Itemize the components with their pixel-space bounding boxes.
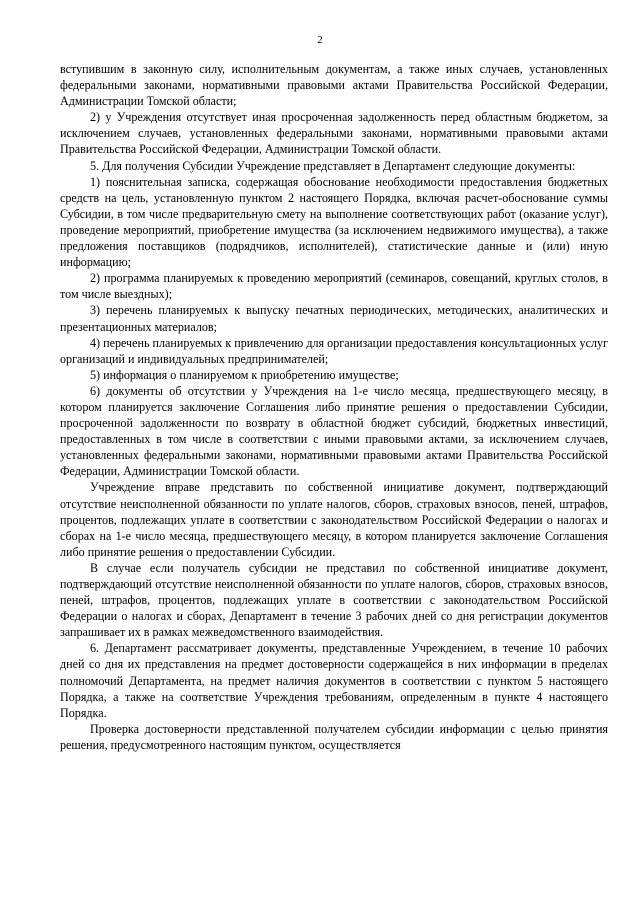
paragraph-clause-6: 6. Департамент рассматривает документы, представленные Учреждением, в течение 10 рабочих дней со дня их представления на предмет достоверности содержащейся в них информации в пределах полномочий Департамента, на предмет наличия документов в соответствии с пунктом 5 настоящего Порядка, а также на соответствие Учреждения требованиям, определенным в пункте 4 настоящего Порядка. bbox=[60, 641, 608, 720]
paragraph-item-2-debt: 2) у Учреждения отсутствует иная просроченная задолженность перед областным бюджетом, за исключением случаев, установленных федеральными законами, нормативными правовыми актами Правительства Российской Федерации, Администрации Томской области. bbox=[60, 110, 608, 157]
paragraph-item-3-publications: 3) перечень планируемых к выпуску печатных периодических, методических, аналитических и презентационных материалов; bbox=[60, 303, 608, 334]
paragraph-tax-document-right: Учреждение вправе представить по собственной инициативе документ, подтверждающий отсутствие неисполненной обязанности по уплате налогов, сборов, страховых взносов, пеней, штрафов, процентов, подлежащих уплате в соответствии с законодательством Российской Федерации о налогах и сборах на 1-е число месяца, предшествующего месяцу, в котором планируется заключение Соглашения либо принятие решения о предоставлении Субсидии. bbox=[60, 480, 608, 559]
paragraph-item-1-explanatory-note: 1) пояснительная записка, содержащая обоснование необходимости предоставления бюджетных средств на цель, установленную пунктом 2 настоящего Порядка, включая расчет-обоснование суммы Субсидии, в том числе предварительную смету на выполнение соответствующих работ (оказание услуг), проведение мероприятий, приобретение имущества (за исключением недвижимого имущества), а также предложения поставщиков (подрядчиков, исполнителей), статистические данные и (или) иную информацию; bbox=[60, 174, 608, 270]
paragraph-continuation: вступившим в законную силу, исполнительным документам, а также иных случаев, установленных федеральными законами, нормативными правовыми актами Правительства Российской Федерации, Администрации Томской области; bbox=[60, 62, 608, 109]
paragraph-item-2-program: 2) программа планируемых к проведению мероприятий (семинаров, совещаний, круглых столов, в том числе выездных); bbox=[60, 271, 608, 302]
paragraph-interagency-request: В случае если получатель субсидии не представил по собственной инициативе документ, подтверждающий отсутствие неисполненной обязанности по уплате налогов, сборов, страховых взносов, пеней, штрафов, процентов, подлежащих уплате в соответствии с законодательством Российской Федерации о налогах и сборах, Департамент в течение 3 рабочих дней со дня регистрации документов запрашивает их в рамках межведомственного взаимодействия. bbox=[60, 560, 608, 640]
paragraph-item-4-consultants: 4) перечень планируемых к привлечению для организации предоставления консультационных услуг организаций и индивидуальных предпринимателей; bbox=[60, 335, 608, 366]
paragraph-item-5-property: 5) информация о планируемом к приобретению имуществе; bbox=[90, 367, 399, 382]
paragraph-verification: Проверка достоверности представленной получателем субсидии информации с целью принятия решения, предусмотренного настоящим пунктом, осуществляется bbox=[60, 721, 608, 752]
document-body bbox=[60, 61, 608, 753]
page-number: 2 bbox=[317, 34, 323, 46]
paragraph-clause-5: 5. Для получения Субсидии Учреждение представляет в Департамент следующие документы: bbox=[90, 158, 576, 173]
paragraph-item-6-documents: 6) документы об отсутствии у Учреждения на 1-е число месяца, предшествующего месяцу, в котором планируется заключение Соглашения либо принятие решения о предоставлении Субсидии, просроченной задолженности по возврату в областной бюджет субсидий, бюджетных инвестиций, предоставленных в том числе в соответствии с иными правовыми актами, за исключением случаев, установленных федеральными законами, нормативными правовыми актами Правительства Российской Федерации, Администрации Томской области. bbox=[60, 383, 608, 479]
